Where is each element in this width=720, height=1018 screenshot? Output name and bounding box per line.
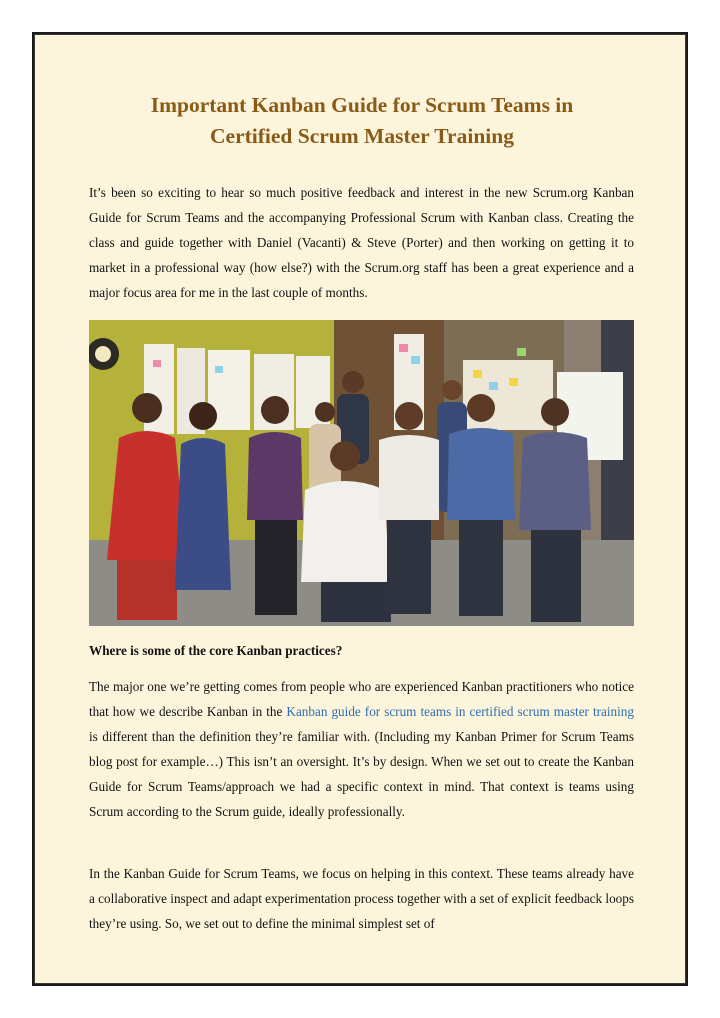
document-title	[34, 90, 690, 152]
section-heading: Where is some of the core Kanban practices?	[89, 643, 343, 658]
paragraph-2-text-end: is different than the definition they’re familiar with. (Including my Kanban Primer for Scrum Teams blog post for example…) This isn’t an oversight. It’s by design. When we set out to create the Kanban Guide for Scrum Teams/approach we had a specific context in mind. That context is teams using Scrum according to the Scrum guide, ideally professionally.	[89, 729, 634, 819]
paragraph-2	[89, 674, 634, 824]
title-line-1: Important Kanban Guide for Scrum Teams in	[150, 93, 574, 117]
intro-paragraph: It’s been so exciting to hear so much positive feedback and interest in the new Scrum.org Kanban Guide for Scrum Teams and the accompanying Professional Scrum with Kanban class. Creating the class and guide together with Daniel (Vacanti) & Steve (Porter) and then working on getting it to market in a professional way (how else?) with the Scrum.org staff has been a great experience and a major focus area for me in the last couple of months.	[89, 185, 634, 300]
document-frame	[32, 32, 688, 986]
paragraph-2-text-start: The major one we’re getting comes from people who are experienced Kanban practitioners who notice that how we describe Kanban in the	[89, 679, 634, 719]
paragraph-3: In the Kanban Guide for Scrum Teams, we focus on helping in this context. These teams already have a collaborative inspect and adapt experimentation process together with a set of explicit feedback loops they’re using. So, we set out to define the minimal simplest set of	[89, 866, 634, 931]
photo-illustration	[89, 320, 634, 626]
title-line-2: Certified Scrum Master Training	[210, 124, 514, 148]
team-group-photo	[89, 320, 634, 626]
kanban-guide-link[interactable]: Kanban guide for scrum teams in certified scrum master training	[286, 704, 634, 719]
